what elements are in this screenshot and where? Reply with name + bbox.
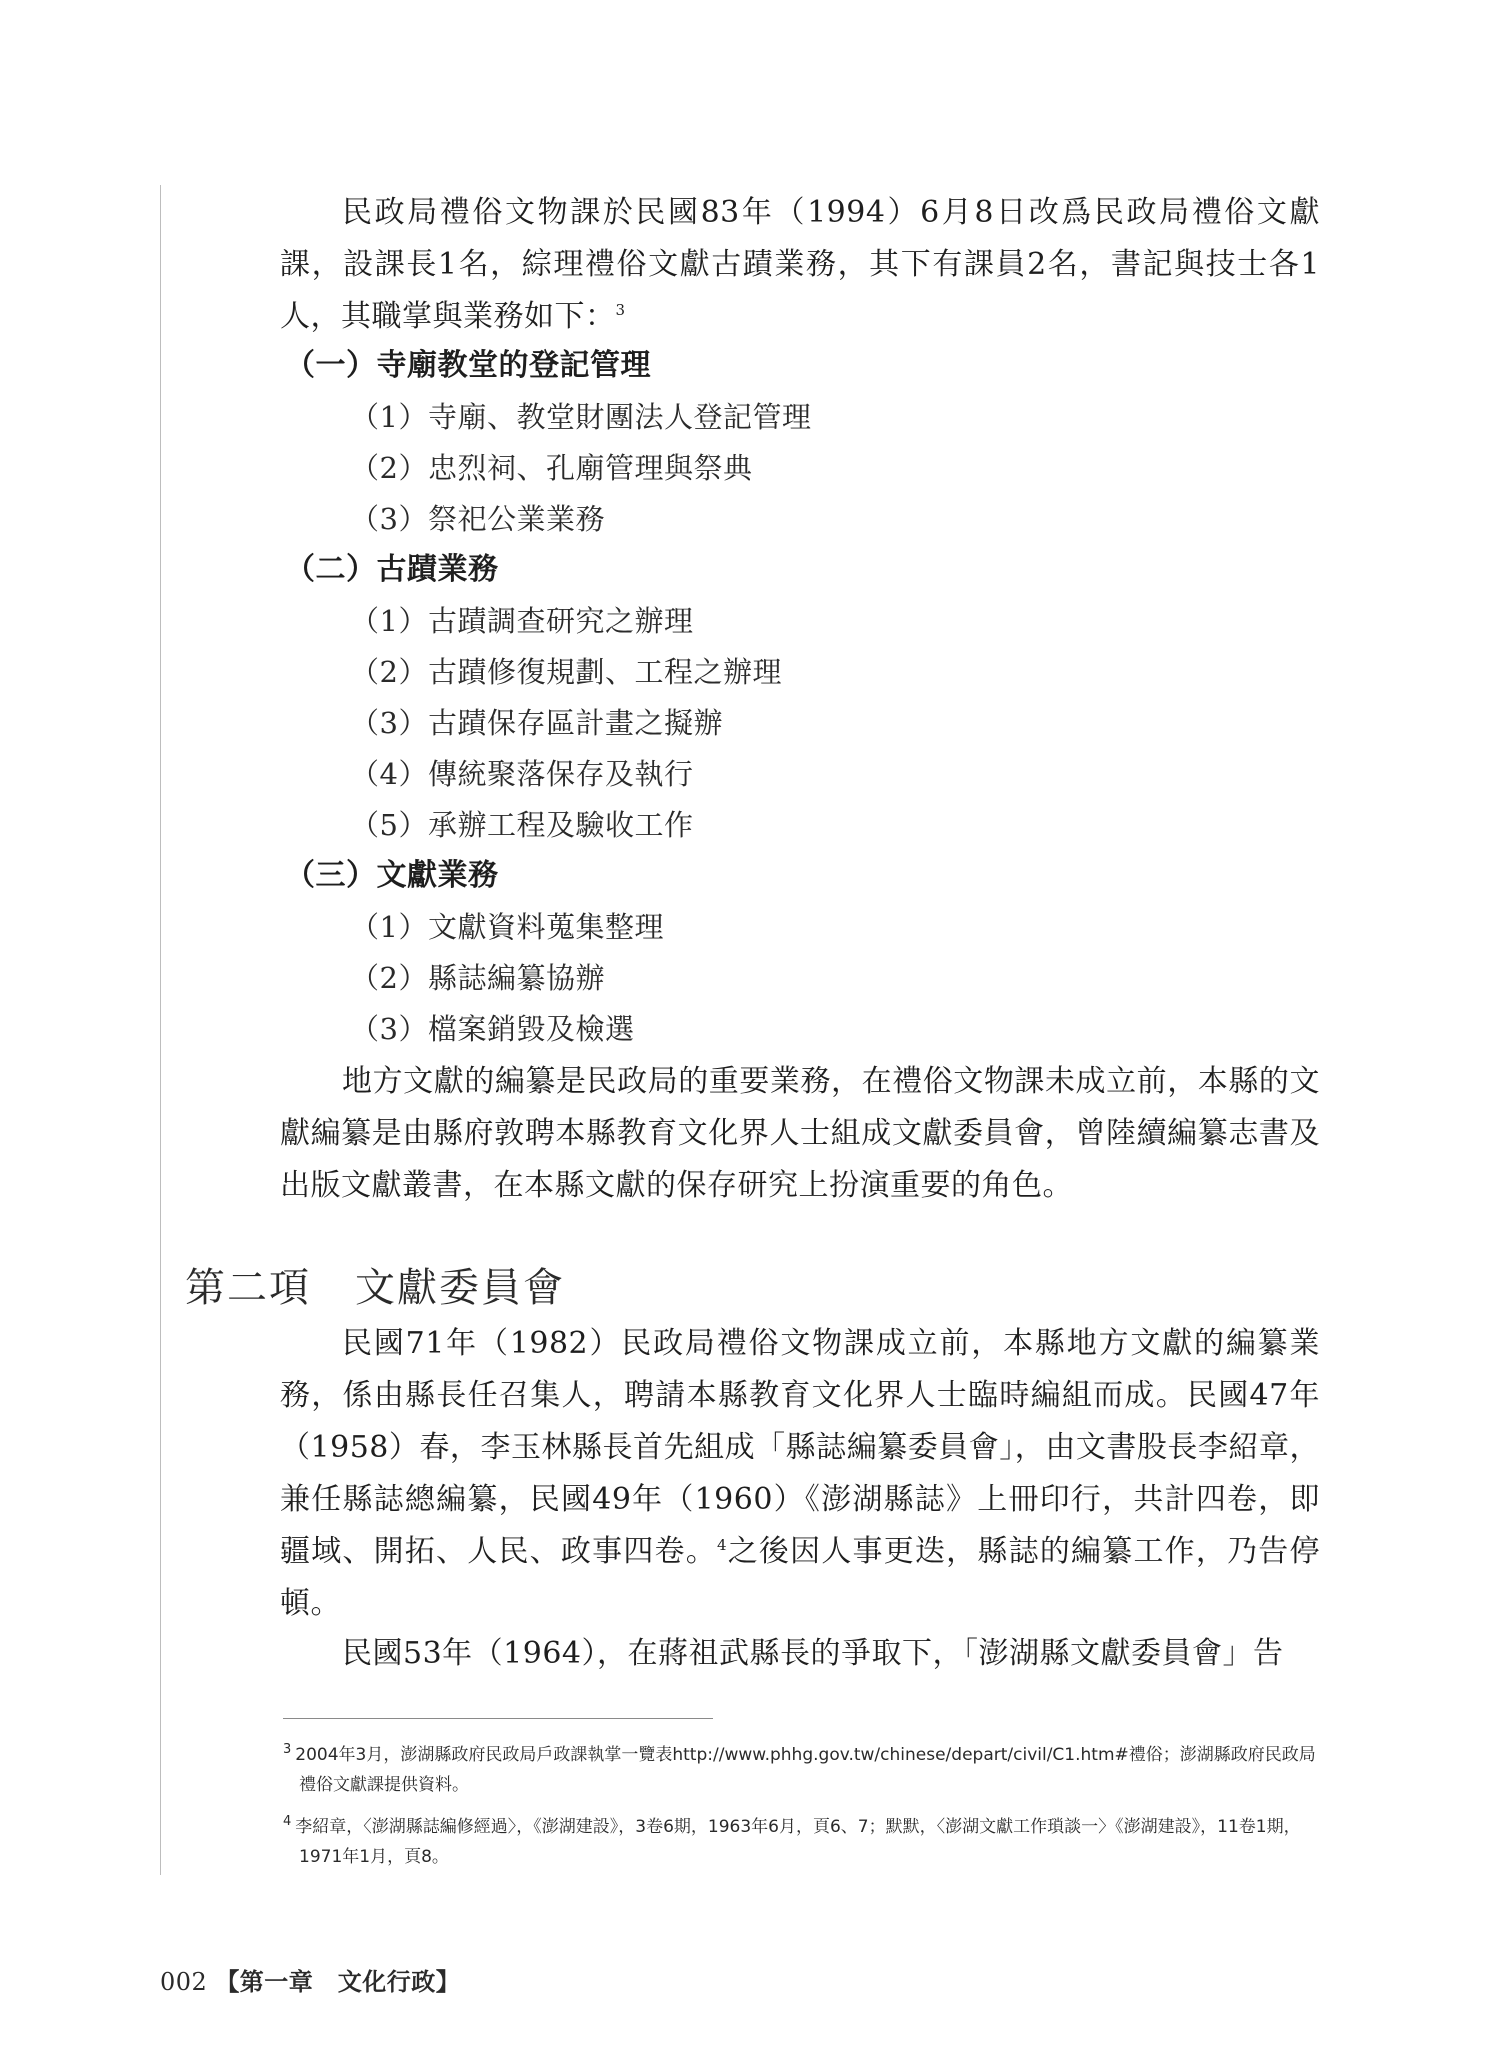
paragraph-3 xyxy=(280,1318,1320,1630)
list-item: （2）縣誌編纂協辦 xyxy=(350,961,605,995)
list-item: （1）文獻資料蒐集整理 xyxy=(350,910,664,944)
paragraph-2 xyxy=(280,1056,1320,1212)
subsection-heading-monuments: （二）古蹟業務 xyxy=(285,552,499,587)
subsection-heading-documents: （三）文獻業務 xyxy=(285,858,499,893)
chapter-label: 【第一章 文化行政】 xyxy=(215,1967,461,1996)
paragraph-4-text: 民國53年（1964），在蔣祖武縣長的爭取下，「澎湖縣文獻委員會」告 xyxy=(342,1636,1284,1671)
footnote-number: 4 xyxy=(283,1814,292,1830)
footnote-text: 李紹章，〈澎湖縣誌編修經過〉，《澎湖建設》，3卷6期，1963年6月，頁6、7；默默，〈澎湖文獻工作瑣談一〉《澎湖建設》，11卷1期，1971年1月，頁8。 xyxy=(295,1817,1301,1867)
list-item: （2）古蹟修復規劃、工程之辦理 xyxy=(350,655,782,689)
list-item: （3）古蹟保存區計畫之擬辦 xyxy=(350,706,723,740)
footnote-text: 2004年3月，澎湖縣政府民政局戶政課執掌一覽表http://www.phhg.gov.tw/chinese/depart/civil/C1.htm#禮俗；澎湖縣政府民政局禮俗文獻課提供資料。 xyxy=(295,1745,1316,1795)
paragraph-3-text-a: 民國71年（1982）民政局禮俗文物課成立前，本縣地方文獻的編纂業務，係由縣長任召集人，聘請本縣教育文化界人士臨時編組而成。民國47年（1958）春，李玉林縣長首先組成「縣誌編纂委員會」，由文書股長李紹章，兼任縣誌總編纂，民國49年（1960）《澎湖縣誌》上冊印行，共計四卷，即疆域、開拓、人民、政事四卷。 xyxy=(280,1326,1320,1569)
list-item: （5）承辦工程及驗收工作 xyxy=(350,808,694,842)
page-number: 002 xyxy=(160,1968,208,1996)
footnote-ref-3[interactable]: 3 xyxy=(615,301,626,319)
paragraph-2-text: 地方文獻的編纂是民政局的重要業務，在禮俗文物課未成立前，本縣的文獻編纂是由縣府敦聘本縣教育文化界人士組成文獻委員會，曾陸續編纂志書及出版文獻叢書，在本縣文獻的保存研究上扮演重要的角色。 xyxy=(280,1064,1320,1203)
list-item: （3）祭祀公業業務 xyxy=(350,502,605,536)
section-name: 文獻委員會 xyxy=(355,1265,565,1311)
paragraph-1 xyxy=(280,187,1320,343)
footnote-ref-4[interactable]: 4 xyxy=(716,1536,727,1554)
footnotes xyxy=(283,1740,1325,1884)
list-item: （1）古蹟調查研究之辦理 xyxy=(350,604,694,638)
footnote-4 xyxy=(283,1812,1325,1872)
footnote-number: 3 xyxy=(283,1742,292,1758)
footnote-3 xyxy=(283,1740,1325,1800)
section-number: 第二項 xyxy=(185,1265,311,1311)
list-item: （4）傳統聚落保存及執行 xyxy=(350,757,694,791)
list-item: （3）檔案銷毀及檢選 xyxy=(350,1012,635,1046)
paragraph-4 xyxy=(280,1628,1320,1680)
footnote-separator xyxy=(283,1718,713,1719)
paragraph-3-text-b: 之後因人事更迭，縣誌的編纂工作，乃告停頓。 xyxy=(280,1534,1321,1621)
list-item: （2）忠烈祠、孔廟管理與祭典 xyxy=(350,451,753,485)
paragraph-1-text: 民政局禮俗文物課於民國83年（1994）6月8日改爲民政局禮俗文獻課，設課長1名，綜理禮俗文獻古蹟業務，其下有課員2名，書記與技士各1人，其職掌與業務如下： xyxy=(280,195,1320,334)
page-footer xyxy=(160,1966,460,1998)
list-item: （1）寺廟、教堂財團法人登記管理 xyxy=(350,400,812,434)
margin-rule xyxy=(160,185,161,1875)
subsection-heading-temples: （一）寺廟教堂的登記管理 xyxy=(285,348,651,383)
section-title xyxy=(185,1260,565,1316)
